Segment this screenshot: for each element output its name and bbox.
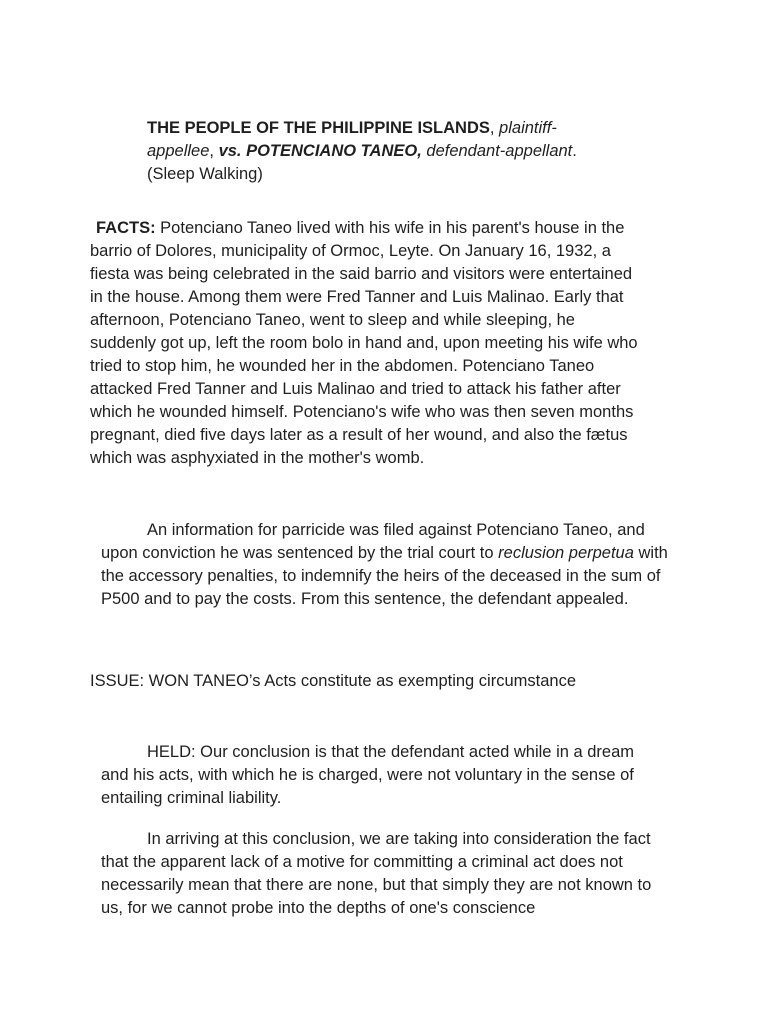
facts-text: Potenciano Taneo lived with his wife in his parent's house in the barrio of Dolores, municipality of Ormoc, Leyte. On January 16, 1932, a fiesta was being celebrated in the said barrio and visitors were entertained in the house. Among them were Fred Tanner and Luis Malinao. Early that afternoon, Potenciano Taneo, went to sleep and while sleeping, he suddenly got up, left the room bolo in hand and, upon meeting his wife who tried to stop him, he wounded her in the abdomen. Potenciano Taneo attacked Fred Tanner and Luis Malinao and tried to attack his father after which he wounded himself. Potenciano's wife who was then seven months pregnant, died five days later as a result of her wound, and also the fætus which was asphyxiated in the mother's womb. — [90, 219, 638, 467]
caption-parties: THE PEOPLE OF THE PHILIPPINE ISLANDS — [147, 119, 490, 137]
information-text-before: An information for parricide was filed against Potenciano Taneo, and upon conviction he was sentenced by the trial court to — [101, 521, 645, 562]
information-paragraph — [101, 519, 681, 611]
caption-defendant-role: defendant-appellant — [426, 142, 573, 160]
case-caption: THE PEOPLE OF THE PHILIPPINE ISLANDS, plaintiff-appellee, vs. POTENCIANO TANEO, defendant-appellant. (Sleep Walking) — [147, 119, 577, 183]
information-italic: reclusion perpetua — [498, 544, 634, 562]
facts-label: FACTS: — [96, 219, 156, 237]
arriving-paragraph: In arriving at this conclusion, we are taking into consideration the fact that the apparent lack of a motive for committing a criminal act does not necessarily mean that there are none, but that simply they are not known to us, for we cannot probe into the depths of one's conscience — [101, 830, 652, 917]
held-paragraph: HELD: Our conclusion is that the defendant acted while in a dream and his acts, with which he is charged, were not voluntary in the sense of entailing criminal liability. — [101, 743, 635, 807]
caption-plaintiff-role: plaintiff-appellee — [147, 119, 557, 160]
caption-note: . (Sleep Walking) — [147, 142, 577, 183]
caption-versus: vs. POTENCIANO TANEO, — [218, 142, 422, 160]
issue-paragraph: ISSUE: WON TANEO’s Acts constitute as exempting circumstance — [90, 672, 577, 690]
facts-paragraph — [90, 217, 638, 470]
information-text-after: with the accessory penalties, to indemnify the heirs of the deceased in the sum of P500 and to pay the costs. From this sentence, the defendant appealed. — [101, 544, 668, 608]
